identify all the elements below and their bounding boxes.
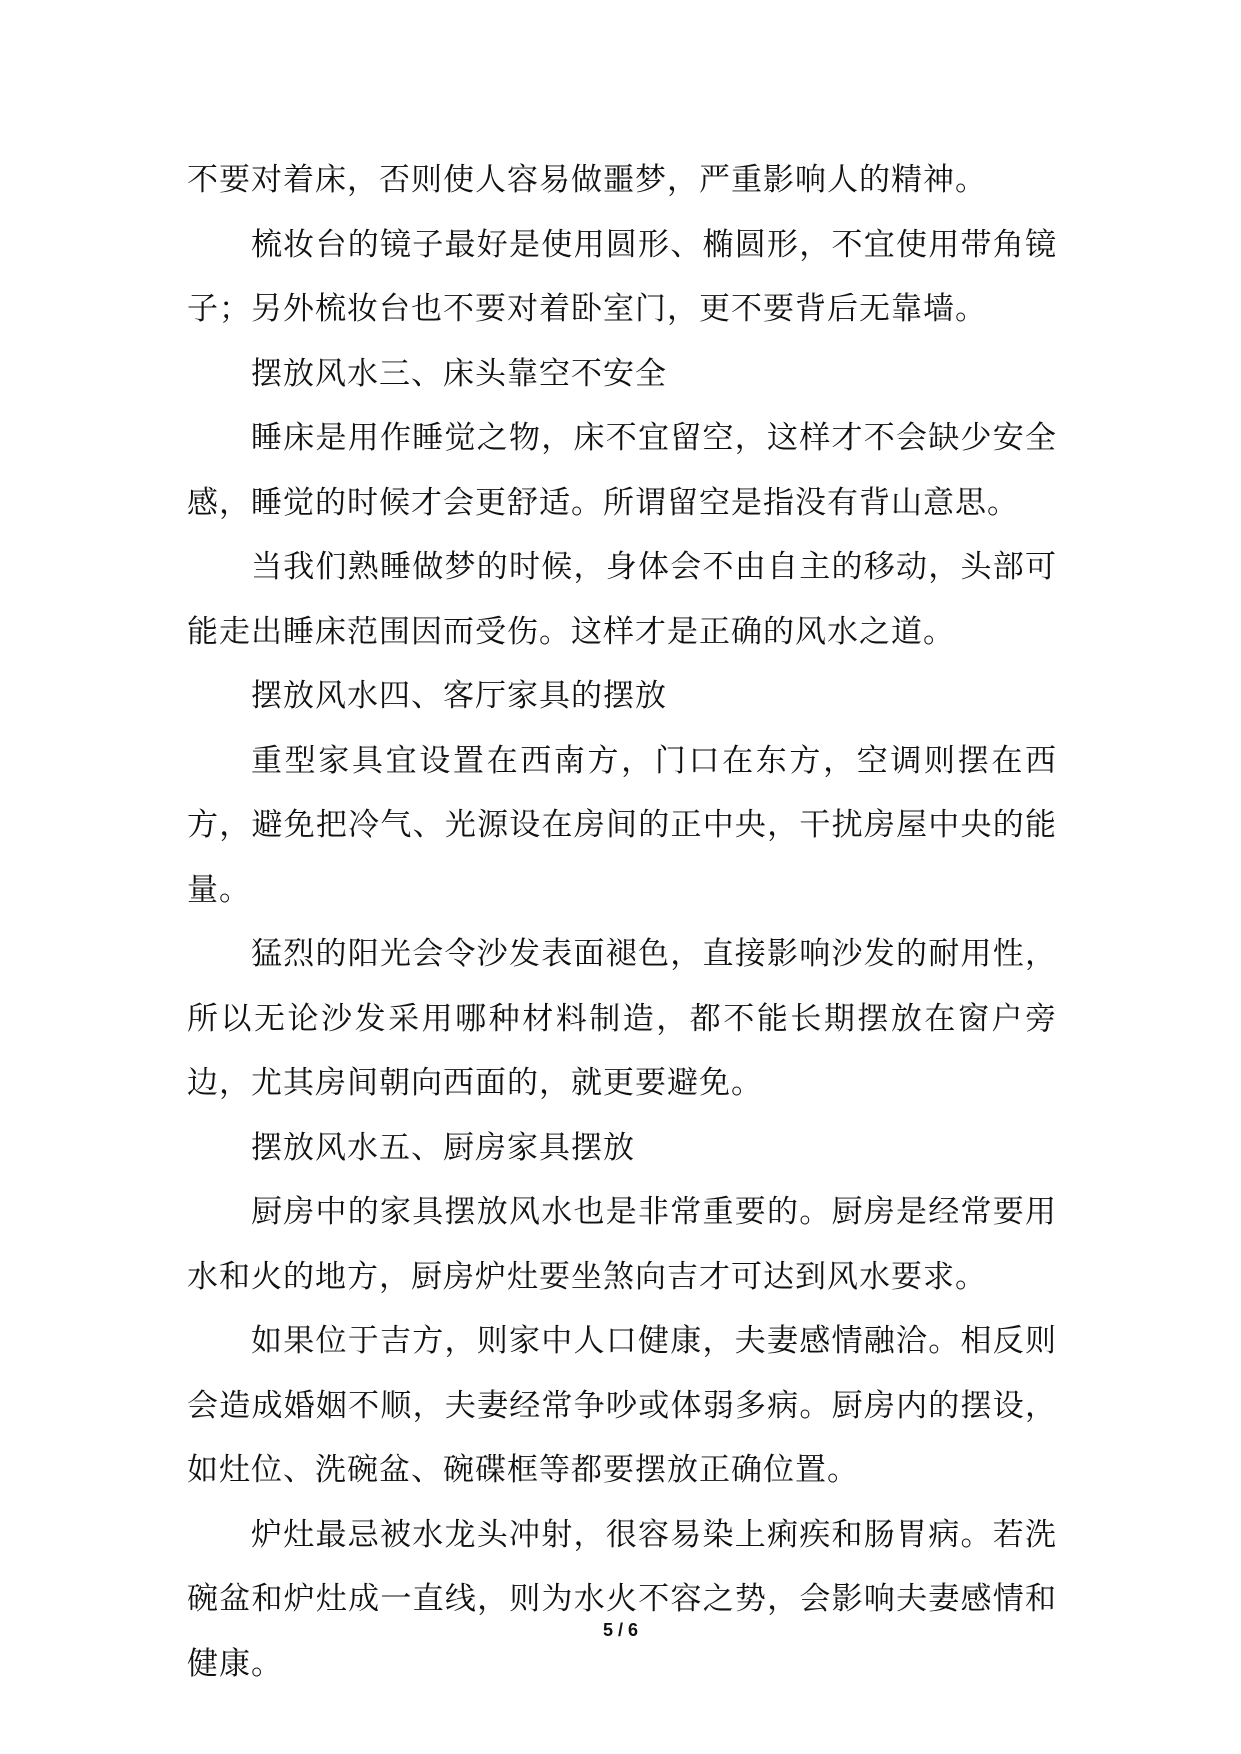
page-number: 5 / 6 — [602, 1620, 639, 1640]
paragraph: 当我们熟睡做梦的时候，身体会不由自主的移动，头部可能走出睡床范围因而受伤。这样才是正确的风水之道。 — [187, 549, 1057, 650]
paragraph: 如果位于吉方，则家中人口健康，夫妻感情融洽。相反则会造成婚姻不顺，夫妻经常争吵或体弱多病。厨房内的摆设，如灶位、洗碗盆、碗碟框等都要摆放正确位置。 — [187, 1323, 1057, 1488]
paragraph: 不要对着床，否则使人容易做噩梦，严重影响人的精神。 — [187, 162, 987, 198]
paragraph: 厨房中的家具摆放风水也是非常重要的。厨房是经常要用水和火的地方，厨房炉灶要坐煞向吉才可达到风水要求。 — [187, 1194, 1057, 1295]
paragraph: 睡床是用作睡觉之物，床不宜留空，这样才不会缺少安全感，睡觉的时候才会更舒适。所谓留空是指没有背山意思。 — [187, 420, 1057, 521]
paragraph: 重型家具宜设置在西南方，门口在东方，空调则摆在西方，避免把冷气、光源设在房间的正中央，干扰房屋中央的能量。 — [187, 742, 1057, 908]
paragraph: 梳妆台的镜子最好是使用圆形、椭圆形，不宜使用带角镜子；另外梳妆台也不要对着卧室门，更不要背后无靠墙。 — [187, 226, 1057, 327]
paragraph: 猛烈的阳光会令沙发表面褪色，直接影响沙发的耐用性，所以无论沙发采用哪种材料制造，都不能长期摆放在窗户旁边，尤其房间朝向西面的，就更要避免。 — [187, 936, 1057, 1101]
paragraph: 炉灶最忌被水龙头冲射，很容易染上痢疾和肠胃病。若洗碗盆和炉灶成一直线，则为水火不容之势，会影响夫妻感情和健康。 — [187, 1516, 1057, 1682]
section-heading: 摆放风水三、床头靠空不安全 — [251, 355, 667, 392]
document-body — [187, 148, 1057, 1696]
section-heading: 摆放风水四、客厅家具的摆放 — [251, 678, 667, 714]
section-heading: 摆放风水五、厨房家具摆放 — [251, 1129, 635, 1166]
